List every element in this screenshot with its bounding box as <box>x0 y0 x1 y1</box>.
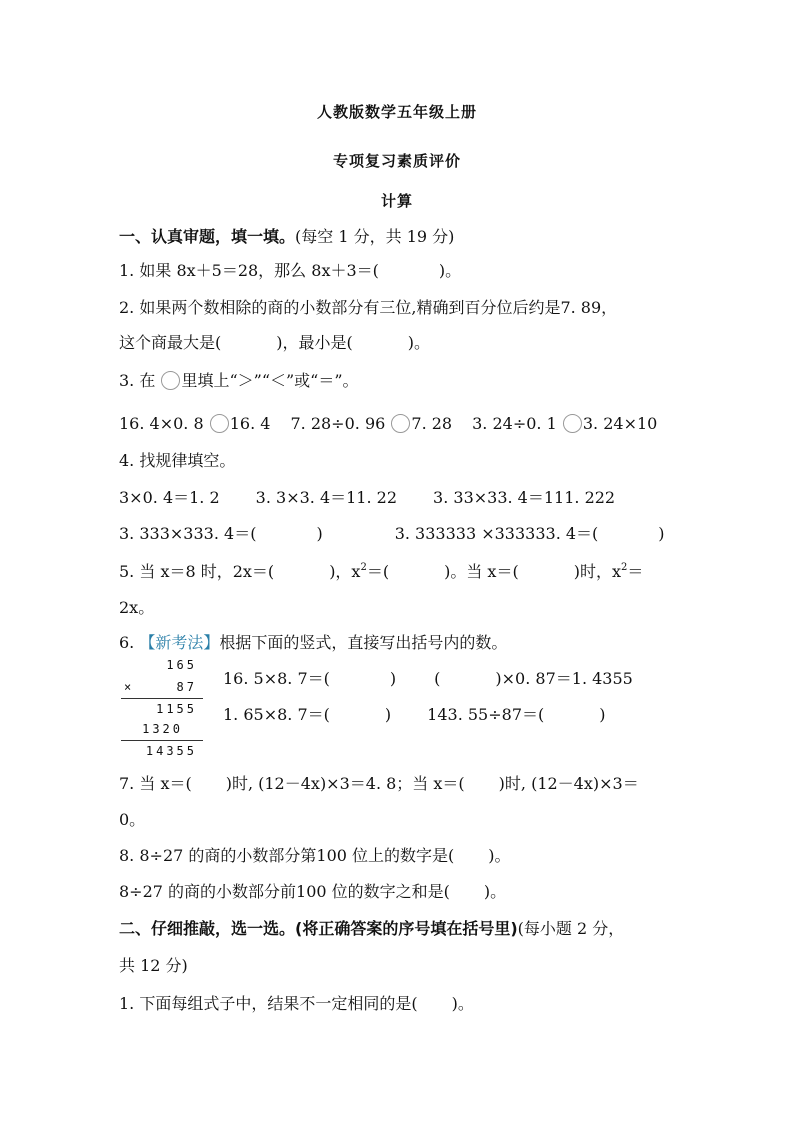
q2-max-text: 这个商最大是( <box>119 333 222 352</box>
section2-instruction: (将正确答案的序号填在括号里) <box>295 919 518 938</box>
q3-text-b: 里填上“＞”“＜”或“＝”。 <box>181 371 359 390</box>
q6-expr-3-end: ) <box>384 705 392 724</box>
q8-end-a: )。 <box>488 846 511 865</box>
q2-end: )。 <box>407 333 430 352</box>
question-8-b <box>119 882 506 902</box>
q6-expr-2-start: ( <box>434 669 441 688</box>
question-4-answers <box>119 524 665 544</box>
q5-text-f: ＝ <box>627 562 644 581</box>
topic-title: 计算 <box>380 192 413 210</box>
q6-expr-3: 1. 65×8. 7＝( <box>223 705 330 724</box>
pattern-4-end: ) <box>316 524 323 543</box>
q3-expr-6: 3. 24×10 <box>582 414 658 433</box>
question-2-line2 <box>119 333 430 353</box>
pattern-1: 3×0. 4＝1. 2 <box>119 488 220 507</box>
times-sign: × <box>124 680 132 694</box>
section1-note: (每空 1 分，共 19 分) <box>295 227 455 246</box>
q7-text-c: )时, (12－4x)×3＝ <box>498 774 639 793</box>
compare-circle-1[interactable] <box>210 414 229 433</box>
s2-q1-end: )。 <box>451 994 474 1013</box>
q8-text-a: 8. 8÷27 的商的小数部分第100 位上的数字是( <box>119 846 455 865</box>
q3-expr-1: 16. 4×0. 8 <box>119 414 204 433</box>
section2-question-1 <box>119 994 474 1014</box>
question-8-a <box>119 846 511 866</box>
q6-expr-4-end: ) <box>599 705 606 724</box>
document-title: 人教版数学五年级上册 <box>316 103 477 121</box>
question-6-row1 <box>223 669 633 689</box>
q5-text-a: 5. 当 x＝8 时，2x＝( <box>119 562 275 581</box>
q3-expr-3: 7. 28÷0. 96 <box>290 414 386 433</box>
question-7-line2: 0。 <box>119 810 146 829</box>
question-5-line2: 2x。 <box>119 598 155 617</box>
partial-product-2: 1320 <box>142 722 183 736</box>
divider-line <box>121 740 203 741</box>
q6-expr-2: )×0. 87＝1. 4355 <box>495 669 633 688</box>
q7-text-a: 7. 当 x＝( <box>119 774 192 793</box>
section2-score: (每小题 2 分， <box>517 919 625 938</box>
q5-text-e: )时，x <box>573 562 621 581</box>
q6-number: 6. <box>119 633 140 652</box>
exponent: 2 <box>620 562 628 573</box>
question-4-pattern <box>119 488 615 508</box>
q5-text-d: )。当 x＝( <box>444 562 519 581</box>
question-3-items <box>119 414 657 434</box>
compare-circle-2[interactable] <box>391 414 410 433</box>
q3-expr-5: 3. 24÷0. 1 <box>472 414 557 433</box>
section2-heading-line2: 共 12 分) <box>119 956 188 975</box>
vertical-multiplication <box>119 656 205 760</box>
q8-end-b: )。 <box>483 882 507 901</box>
q5-text-b: )，x <box>329 562 361 581</box>
pattern-5-end: ) <box>658 524 665 543</box>
pattern-5: 3. 333333 ×333333. 4＝( <box>394 524 599 543</box>
question-4-title: 4. 找规律填空。 <box>119 451 236 470</box>
compare-circle-3[interactable] <box>563 414 582 433</box>
section2-title: 二、仔细推敲，选一选。 <box>119 919 296 938</box>
partial-product-1: 1155 <box>156 702 197 716</box>
compare-circle-icon <box>161 371 180 390</box>
section2-heading <box>119 919 624 939</box>
q1-text: 1. 如果 8x＋5＝28，那么 8x＋3＝( <box>119 261 379 280</box>
divider-line <box>121 698 203 699</box>
question-2-line1: 2. 如果两个数相除的商的小数部分有三位,精确到百分位后约是7. 89， <box>119 298 618 317</box>
s2-q1-text: 1. 下面每组式子中，结果不一定相同的是( <box>119 994 418 1013</box>
q1-end: )。 <box>438 261 462 280</box>
pattern-2: 3. 3×3. 4＝11. 22 <box>255 488 398 507</box>
q2-min-text: )，最小是( <box>276 333 353 352</box>
q6-expr-1-end: ) <box>389 669 397 688</box>
q8-text-b: 8÷27 的商的小数部分前100 位的数字之和是( <box>119 882 450 901</box>
multiplier: 87 <box>176 680 197 694</box>
section1-title: 一、认真审题，填一填。 <box>119 227 296 246</box>
q6-expr-1: 16. 5×8. 7＝( <box>223 669 330 688</box>
q6-text: 根据下面的竖式，直接写出括号内的数。 <box>219 633 508 652</box>
multiplicand: 165 <box>166 658 197 672</box>
question-7 <box>119 774 639 794</box>
document-subtitle: 专项复习素质评价 <box>332 152 461 170</box>
new-exam-tag: 【新考法】 <box>139 633 220 652</box>
question-6-row2 <box>223 705 606 725</box>
q3-expr-2: 16. 4 <box>229 414 271 433</box>
q5-text-c: ＝( <box>366 562 390 581</box>
exponent: 2 <box>360 562 367 573</box>
pattern-3: 3. 33×33. 4＝111. 222 <box>433 488 616 507</box>
section1-heading <box>119 227 454 247</box>
pattern-4: 3. 333×333. 4＝( <box>119 524 257 543</box>
question-5 <box>119 562 643 582</box>
question-1 <box>119 261 461 281</box>
question-6 <box>119 633 507 653</box>
question-3 <box>119 371 359 391</box>
q6-expr-4: 143. 55÷87＝( <box>427 705 545 724</box>
q3-text-a: 3. 在 <box>119 371 156 390</box>
product: 14355 <box>145 744 197 758</box>
q7-text-b: )时, (12－4x)×3＝4. 8；当 x＝( <box>225 774 465 793</box>
q3-expr-4: 7. 28 <box>411 414 453 433</box>
